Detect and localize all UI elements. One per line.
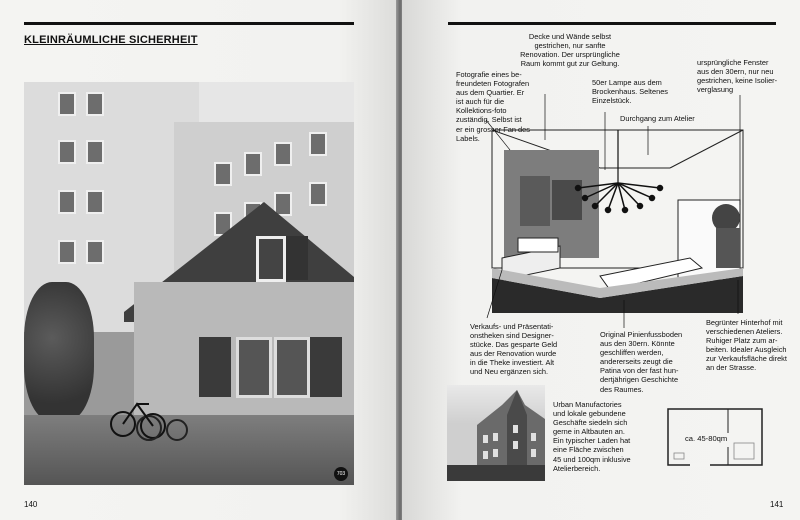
note-courtyard: Begrünter Hinterhof mit verschiedenen Ateliers. Ruhiger Platz zum ar-beiten. Idealer Ausgleich zur Verkaufsfläche direkt an der Strasse. [706, 318, 787, 373]
note-furniture: Verkaufs- und Präsentati-onstheken sind Designer-stücke. Das gesparte Geld aus der Renovation wurde in die Theke investiert. Alt und Neu ergänzen sich. [470, 322, 558, 377]
note-floor: Original Pinienfussboden aus den 30ern. Könnte geschliffen werden, andererseits zeugt die Patina von der fast hun-dertjährigen Geschichte des Raumes. [600, 330, 683, 394]
note-lamp: 50er Lampe aus dem Brockenhaus. Seltenes Einzelstück. [592, 78, 669, 106]
top-rule [448, 22, 776, 25]
photo-window [58, 140, 76, 164]
photo-window [58, 92, 76, 116]
photo-window [214, 162, 232, 186]
plan-area-label: ca. 45-80qm [685, 434, 728, 443]
interior-sketch [490, 128, 745, 313]
photo-house-window [274, 337, 310, 398]
photo-window [86, 92, 104, 116]
photo-house-window-top [256, 236, 286, 282]
building-photo [24, 82, 354, 485]
note-ceiling: Decke und Wände selbst gestrichen, nur sanfte Renovation. Der ursprüngliche Raum kommt gut zur Geltung. [520, 32, 620, 69]
photo-ground [24, 415, 354, 485]
photo-window [244, 152, 262, 176]
photo-window [309, 132, 327, 156]
photo-hedge [24, 282, 94, 422]
note-photo-wall: Fotografie eines be-freundeten Fotografen aus dem Quartier. Er ist auch für die Kollektions-foto zuständig. Selbst ist er ein grosser Fan des Labels. [456, 70, 530, 143]
top-rule [24, 22, 354, 25]
street-photo-building [447, 385, 545, 481]
photo-bicycles [109, 382, 189, 442]
note-passage: Durchgang zum Atelier [620, 114, 695, 123]
photo-house-shutter [310, 337, 342, 397]
photo-house-shutter [199, 337, 231, 397]
photo-house-window [236, 337, 272, 398]
street-photo [447, 385, 545, 481]
section-title: KLEINRÄUMLICHE SICHERHEIT [24, 34, 198, 46]
note-windows: ursprüngliche Fenster aus den 30ern, nur neu gestrichen, keine Isolier-verglasung [697, 58, 778, 95]
photo-window [86, 190, 104, 214]
photo-window [86, 240, 104, 264]
photo-window [58, 240, 76, 264]
photo-window [274, 142, 292, 166]
photo-badge: 703 [334, 467, 348, 481]
note-urban: Urban Manufactories und lokale gebundene Geschäfte siedeln sich gerne in Altbauten an. Ein typischer Laden hat eine Fläche zwischen 45 und 100qm inklusive Atelierbereich. [553, 400, 631, 473]
photo-house-shutter [286, 236, 308, 280]
page-number-right: 141 [770, 500, 784, 509]
photo-window [86, 140, 104, 164]
page-number-left: 140 [24, 500, 38, 509]
left-page [0, 0, 398, 520]
photo-window [58, 190, 76, 214]
